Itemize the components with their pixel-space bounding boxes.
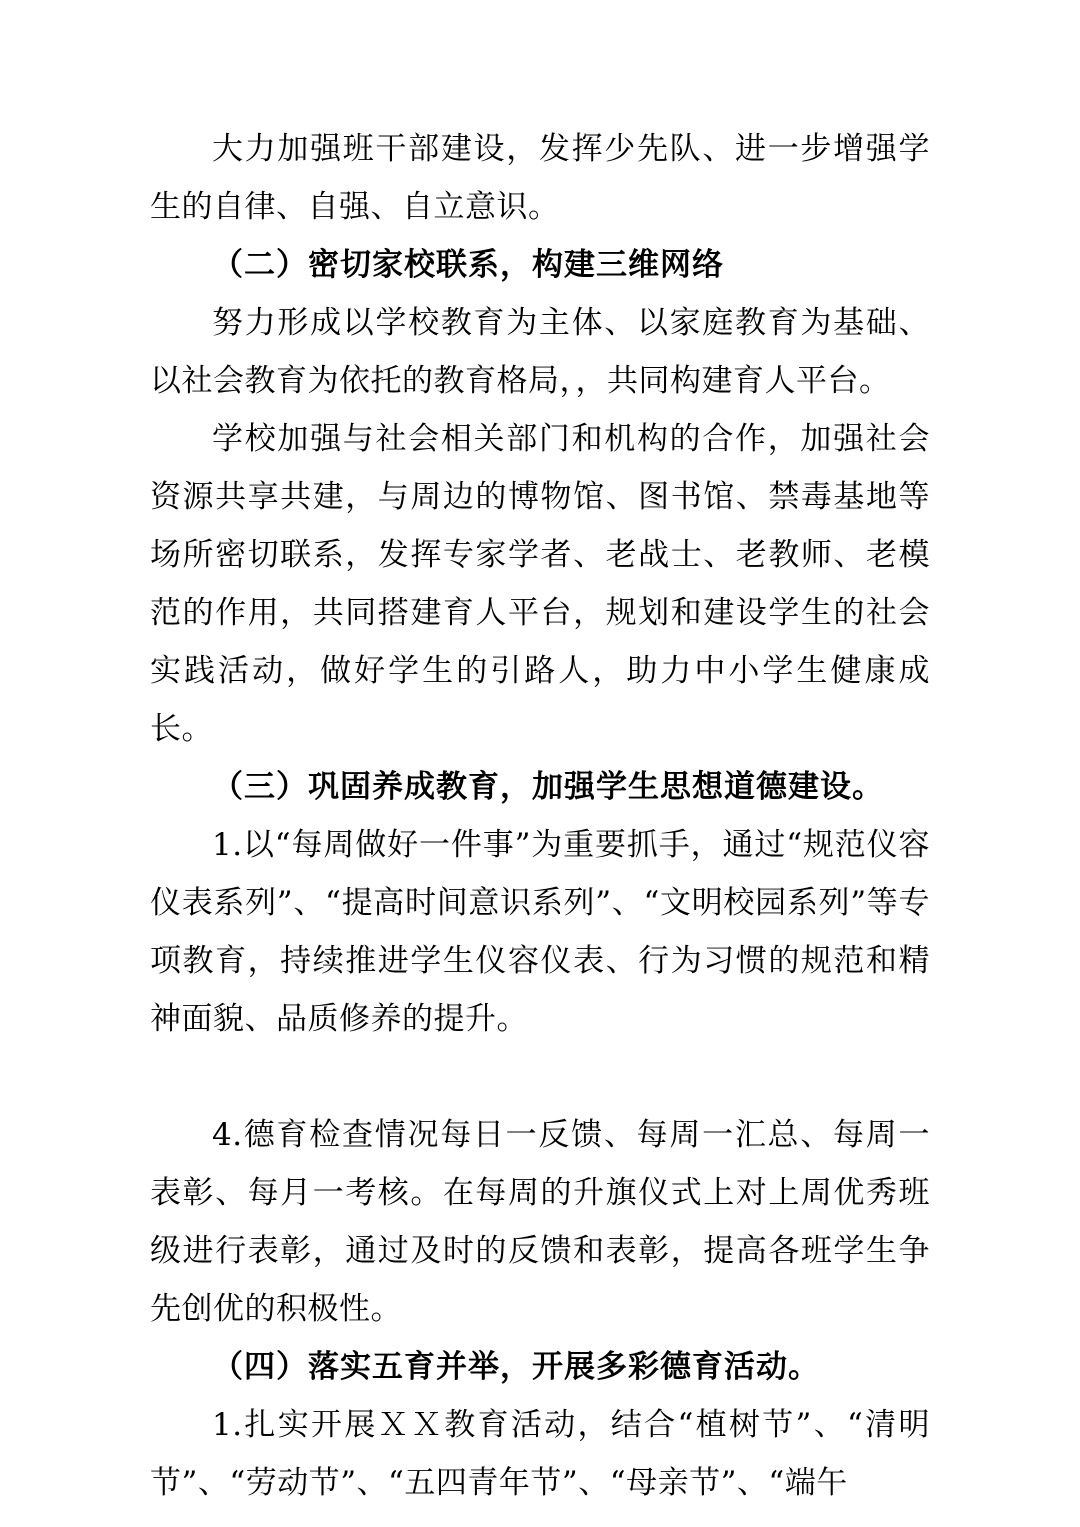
paragraph-item-1-festival-activities: 1.扎实开展ＸＸ教育活动，结合“植树节”、“清明节”、“劳动节”、“五四青年节”、“母亲节”、“端午	[150, 1407, 930, 1501]
document-body	[150, 120, 930, 1512]
paragraph-spacer	[150, 1048, 930, 1106]
paragraph-item-1-weekly-good-deed: 1.以“每周做好一件事”为重要抓手，通过“规范仪容仪表系列”、“提高时间意识系列”、“文明校园系列”等专项教育，持续推进学生仪容仪表、行为习惯的规范和精神面貌、品质修养的提升。	[150, 827, 930, 1037]
paragraph-social-resources: 学校加强与社会相关部门和机构的合作，加强社会资源共享共建，与周边的博物馆、图书馆、禁毒基地等场所密切联系，发挥专家学者、老战士、老教师、老模范的作用，共同搭建育人平台，规划和建设学生的社会实践活动，做好学生的引路人，助力中小学生健康成长。	[150, 421, 930, 747]
heading-section-two: （二）密切家校联系，构建三维网络	[212, 247, 724, 283]
paragraph-education-pattern: 努力形成以学校教育为主体、以家庭教育为基础、以社会教育为依托的教育格局，，共同构建育人平台。	[150, 305, 930, 399]
heading-section-three: （三）巩固养成教育，加强学生思想道德建设。	[212, 769, 884, 805]
paragraph-item-4-moral-inspection: 4.德育检查情况每日一反馈、每周一汇总、每周一表彰、每月一考核。在每周的升旗仪式上对上周优秀班级进行表彰，通过及时的反馈和表彰，提高各班学生争先创优的积极性。	[150, 1117, 930, 1327]
heading-section-four: （四）落实五育并举，开展多彩德育活动。	[212, 1349, 820, 1385]
paragraph-class-cadre: 大力加强班干部建设，发挥少先队、进一步增强学生的自律、自强、自立意识。	[150, 131, 930, 225]
